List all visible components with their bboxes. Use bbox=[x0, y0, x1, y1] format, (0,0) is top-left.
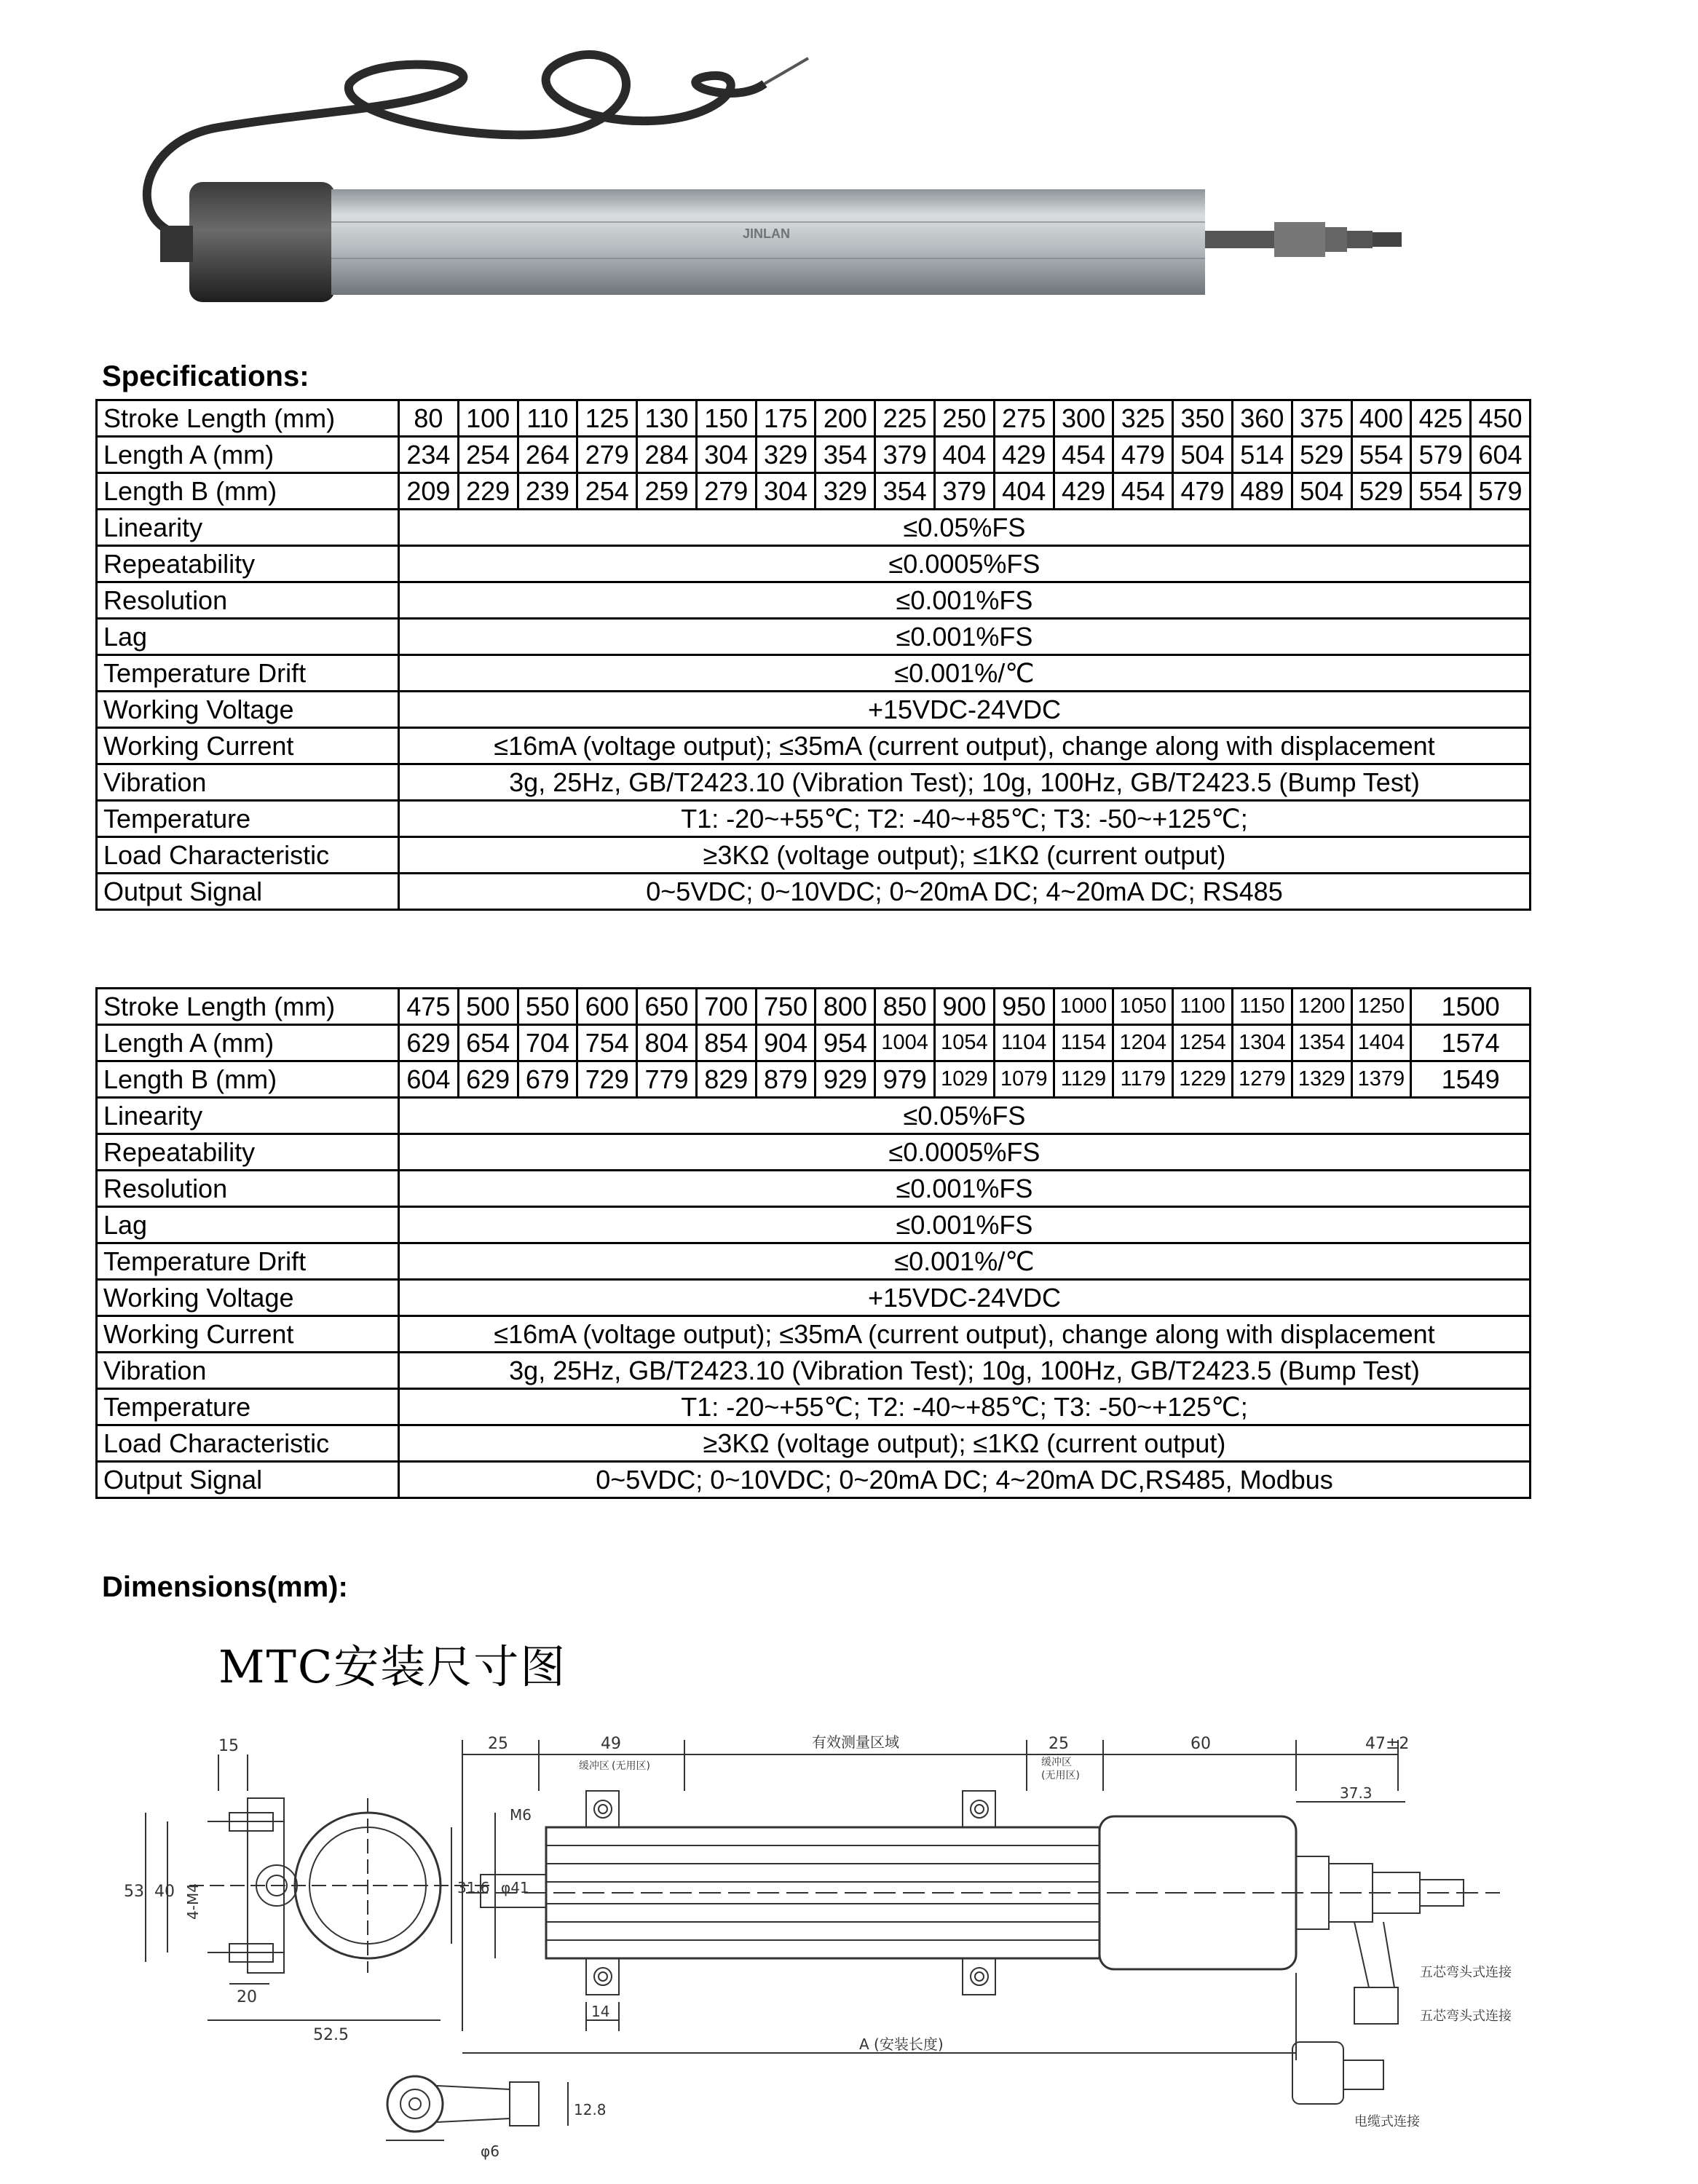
value-cell: 879 bbox=[756, 1061, 816, 1098]
row-label: Working Voltage bbox=[97, 1280, 399, 1316]
row-label: Resolution bbox=[97, 582, 399, 619]
value-cell: 504 bbox=[1173, 437, 1233, 473]
value-cell: 1050 bbox=[1113, 989, 1173, 1025]
value-cell: 514 bbox=[1232, 437, 1292, 473]
size-row bbox=[97, 400, 1531, 437]
value-cell: 1354 bbox=[1292, 1025, 1351, 1061]
value-cell: 1229 bbox=[1173, 1061, 1233, 1098]
value-cell: 604 bbox=[1471, 437, 1531, 473]
row-label: Length A (mm) bbox=[97, 437, 399, 473]
dim-side-4m4: 4-M4 bbox=[184, 1883, 202, 1920]
spec-row bbox=[97, 837, 1531, 874]
spec-row bbox=[97, 1243, 1531, 1280]
value-cell: 150 bbox=[696, 400, 756, 437]
dim-side-53: 53 bbox=[124, 1883, 144, 1901]
row-label: Working Current bbox=[97, 1316, 399, 1353]
spec-value: 0~5VDC; 0~10VDC; 0~20mA DC; 4~20mA DC,RS485, Modbus bbox=[399, 1462, 1531, 1498]
spec-value: ≤0.001%FS bbox=[399, 1207, 1531, 1243]
spec-value: 3g, 25Hz, GB/T2423.10 (Vibration Test); 10g, 100Hz, GB/T2423.5 (Bump Test) bbox=[399, 1353, 1531, 1389]
spec-row bbox=[97, 619, 1531, 655]
spec-row bbox=[97, 1280, 1531, 1316]
spec-row bbox=[97, 1207, 1531, 1243]
value-cell: 479 bbox=[1113, 437, 1173, 473]
value-cell: 250 bbox=[935, 400, 995, 437]
value-cell: 1404 bbox=[1351, 1025, 1411, 1061]
value-cell: 234 bbox=[399, 437, 459, 473]
specifications-title: Specifications: bbox=[102, 360, 309, 392]
dim-main-49: 49 bbox=[601, 1735, 621, 1753]
value-cell: 259 bbox=[637, 473, 697, 510]
row-label: Temperature Drift bbox=[97, 1243, 399, 1280]
sensor-tube bbox=[331, 189, 1205, 295]
no-use-label-2: (无用区) bbox=[1041, 1770, 1080, 1781]
value-cell: 1500 bbox=[1411, 989, 1531, 1025]
value-cell: 375 bbox=[1292, 400, 1351, 437]
value-cell: 1150 bbox=[1232, 989, 1292, 1025]
connector-elbow-label-2: 五芯弯头式连接 bbox=[1420, 2009, 1512, 2024]
value-cell: 1329 bbox=[1292, 1061, 1351, 1098]
dim-main-25a: 25 bbox=[488, 1735, 508, 1753]
value-cell: 1250 bbox=[1351, 989, 1411, 1025]
value-cell: 604 bbox=[399, 1061, 459, 1098]
value-cell: 1379 bbox=[1351, 1061, 1411, 1098]
value-cell: 264 bbox=[518, 437, 577, 473]
value-cell: 679 bbox=[518, 1061, 577, 1098]
value-cell: 1129 bbox=[1054, 1061, 1113, 1098]
row-label: Working Voltage bbox=[97, 692, 399, 728]
value-cell: 1029 bbox=[935, 1061, 995, 1098]
value-cell: 404 bbox=[935, 437, 995, 473]
size-row bbox=[97, 473, 1531, 510]
value-cell: 300 bbox=[1054, 400, 1113, 437]
spec-row bbox=[97, 1098, 1531, 1134]
row-label: Length A (mm) bbox=[97, 1025, 399, 1061]
value-cell: 1549 bbox=[1411, 1061, 1531, 1098]
row-label: Output Signal bbox=[97, 1462, 399, 1498]
value-cell: 100 bbox=[458, 400, 518, 437]
row-label: Load Characteristic bbox=[97, 837, 399, 874]
value-cell: 900 bbox=[935, 989, 995, 1025]
value-cell: 1279 bbox=[1232, 1061, 1292, 1098]
spec-value: ≤0.001%/℃ bbox=[399, 655, 1531, 692]
value-cell: 904 bbox=[756, 1025, 816, 1061]
value-cell: 629 bbox=[399, 1025, 459, 1061]
value-cell: 450 bbox=[1471, 400, 1531, 437]
value-cell: 379 bbox=[935, 473, 995, 510]
value-cell: 854 bbox=[696, 1025, 756, 1061]
dimensions-title: Dimensions(mm): bbox=[102, 1571, 348, 1603]
size-row bbox=[97, 1025, 1531, 1061]
value-cell: 429 bbox=[994, 437, 1054, 473]
value-cell: 750 bbox=[756, 989, 816, 1025]
spec-value: ≤0.0005%FS bbox=[399, 546, 1531, 582]
spec-row bbox=[97, 1316, 1531, 1353]
value-cell: 175 bbox=[756, 400, 816, 437]
sensor-end-cap bbox=[189, 182, 335, 302]
dim-side-41: φ41 bbox=[501, 1879, 529, 1896]
spec-value: ≤16mA (voltage output); ≤35mA (current output), change along with displacement bbox=[399, 1316, 1531, 1353]
size-row bbox=[97, 437, 1531, 473]
value-cell: 529 bbox=[1292, 437, 1351, 473]
effective-zone-label: 有效测量区域 bbox=[812, 1733, 899, 1751]
value-cell: 529 bbox=[1351, 473, 1411, 510]
value-cell: 80 bbox=[399, 400, 459, 437]
value-cell: 110 bbox=[518, 400, 577, 437]
value-cell: 479 bbox=[1173, 473, 1233, 510]
value-cell: 579 bbox=[1471, 473, 1531, 510]
value-cell: 800 bbox=[816, 989, 875, 1025]
value-cell: 929 bbox=[816, 1061, 875, 1098]
spec-row bbox=[97, 1171, 1531, 1207]
row-label: Lag bbox=[97, 1207, 399, 1243]
row-label: Load Characteristic bbox=[97, 1425, 399, 1462]
value-cell: 650 bbox=[637, 989, 697, 1025]
value-cell: 1000 bbox=[1054, 989, 1113, 1025]
spec-table-2 bbox=[95, 987, 1531, 1499]
row-label: Repeatability bbox=[97, 546, 399, 582]
value-cell: 700 bbox=[696, 989, 756, 1025]
value-cell: 225 bbox=[875, 400, 935, 437]
no-use-label-1: (无用区) bbox=[612, 1760, 650, 1772]
connector-cable-label: 电缆式连接 bbox=[1354, 2114, 1420, 2129]
value-cell: 554 bbox=[1351, 437, 1411, 473]
value-cell: 1200 bbox=[1292, 989, 1351, 1025]
value-cell: 1574 bbox=[1411, 1025, 1531, 1061]
spec-row bbox=[97, 1353, 1531, 1389]
spec-value: ≤0.001%FS bbox=[399, 619, 1531, 655]
row-label: Linearity bbox=[97, 510, 399, 546]
row-label: Stroke Length (mm) bbox=[97, 400, 399, 437]
value-cell: 354 bbox=[875, 473, 935, 510]
value-cell: 1054 bbox=[935, 1025, 995, 1061]
value-cell: 1079 bbox=[994, 1061, 1054, 1098]
value-cell: 125 bbox=[577, 400, 637, 437]
spec-row bbox=[97, 582, 1531, 619]
value-cell: 200 bbox=[816, 400, 875, 437]
row-label: Temperature Drift bbox=[97, 655, 399, 692]
value-cell: 284 bbox=[637, 437, 697, 473]
value-cell: 304 bbox=[696, 437, 756, 473]
value-cell: 779 bbox=[637, 1061, 697, 1098]
product-brand: JINLAN bbox=[743, 226, 791, 241]
spec-value: ≤0.001%FS bbox=[399, 582, 1531, 619]
value-cell: 629 bbox=[458, 1061, 518, 1098]
value-cell: 729 bbox=[577, 1061, 637, 1098]
value-cell: 1004 bbox=[875, 1025, 935, 1061]
size-row bbox=[97, 1061, 1531, 1098]
value-cell: 275 bbox=[994, 400, 1054, 437]
spec-row bbox=[97, 692, 1531, 728]
dim-side-52-5: 52.5 bbox=[313, 2026, 349, 2044]
dim-side-20: 20 bbox=[237, 1988, 257, 2006]
value-cell: 379 bbox=[875, 437, 935, 473]
value-cell: 754 bbox=[577, 1025, 637, 1061]
row-label: Length B (mm) bbox=[97, 1061, 399, 1098]
row-label: Stroke Length (mm) bbox=[97, 989, 399, 1025]
drawing-title: MTC安装尺寸图 bbox=[218, 1640, 567, 1693]
dim-main-60: 60 bbox=[1190, 1735, 1211, 1753]
value-cell: 579 bbox=[1411, 437, 1471, 473]
dim-side-15: 15 bbox=[218, 1737, 239, 1755]
spec-row bbox=[97, 1462, 1531, 1498]
spec-row bbox=[97, 510, 1531, 546]
value-cell: 489 bbox=[1232, 473, 1292, 510]
dimension-drawing bbox=[102, 1711, 1558, 2162]
row-label: Lag bbox=[97, 619, 399, 655]
spec-value: +15VDC-24VDC bbox=[399, 692, 1531, 728]
side-view bbox=[124, 1737, 529, 2044]
value-cell: 329 bbox=[756, 437, 816, 473]
spec-value: +15VDC-24VDC bbox=[399, 1280, 1531, 1316]
value-cell: 454 bbox=[1113, 473, 1173, 510]
value-cell: 360 bbox=[1232, 400, 1292, 437]
spec-row bbox=[97, 801, 1531, 837]
value-cell: 704 bbox=[518, 1025, 577, 1061]
dim-rod-12-8: 12.8 bbox=[574, 2101, 607, 2118]
spec-row bbox=[97, 1425, 1531, 1462]
main-view bbox=[462, 1733, 1512, 2129]
value-cell: 600 bbox=[577, 989, 637, 1025]
dim-side-40: 40 bbox=[154, 1883, 175, 1901]
row-label: Temperature bbox=[97, 801, 399, 837]
value-cell: 950 bbox=[994, 989, 1054, 1025]
value-cell: 209 bbox=[399, 473, 459, 510]
value-cell: 354 bbox=[816, 437, 875, 473]
value-cell: 404 bbox=[994, 473, 1054, 510]
spec-row bbox=[97, 546, 1531, 582]
value-cell: 550 bbox=[518, 989, 577, 1025]
spec-value: T1: -20~+55℃; T2: -40~+85℃; T3: -50~+125℃; bbox=[399, 1389, 1531, 1425]
dim-main-m6: M6 bbox=[510, 1806, 532, 1824]
value-cell: 504 bbox=[1292, 473, 1351, 510]
value-cell: 1104 bbox=[994, 1025, 1054, 1061]
value-cell: 400 bbox=[1351, 400, 1411, 437]
spec-value: ≥3KΩ (voltage output); ≤1KΩ (current output) bbox=[399, 1425, 1531, 1462]
row-label: Resolution bbox=[97, 1171, 399, 1207]
dim-main-47: 47±2 bbox=[1365, 1735, 1410, 1753]
row-label: Output Signal bbox=[97, 874, 399, 910]
product-photo bbox=[109, 40, 1434, 331]
spec-value: 3g, 25Hz, GB/T2423.10 (Vibration Test); 10g, 100Hz, GB/T2423.5 (Bump Test) bbox=[399, 764, 1531, 801]
spec-value: ≤0.05%FS bbox=[399, 510, 1531, 546]
value-cell: 350 bbox=[1173, 400, 1233, 437]
spec-value: ≤16mA (voltage output); ≤35mA (current output), change along with displacement bbox=[399, 728, 1531, 764]
spec-value: ≤0.001%/℃ bbox=[399, 1243, 1531, 1280]
value-cell: 454 bbox=[1054, 437, 1113, 473]
row-label: Vibration bbox=[97, 764, 399, 801]
spec-value: ≥3KΩ (voltage output); ≤1KΩ (current output) bbox=[399, 837, 1531, 874]
value-cell: 1154 bbox=[1054, 1025, 1113, 1061]
value-cell: 325 bbox=[1113, 400, 1173, 437]
row-label: Length B (mm) bbox=[97, 473, 399, 510]
spec-value: ≤0.001%FS bbox=[399, 1171, 1531, 1207]
value-cell: 829 bbox=[696, 1061, 756, 1098]
row-label: Repeatability bbox=[97, 1134, 399, 1171]
value-cell: 425 bbox=[1411, 400, 1471, 437]
spec-value: ≤0.05%FS bbox=[399, 1098, 1531, 1134]
buffer-zone-label-2: 缓冲区 bbox=[1041, 1757, 1072, 1768]
value-cell: 500 bbox=[458, 989, 518, 1025]
value-cell: 954 bbox=[816, 1025, 875, 1061]
value-cell: 1204 bbox=[1113, 1025, 1173, 1061]
value-cell: 279 bbox=[696, 473, 756, 510]
value-cell: 254 bbox=[458, 437, 518, 473]
value-cell: 654 bbox=[458, 1025, 518, 1061]
value-cell: 554 bbox=[1411, 473, 1471, 510]
spec-value: 0~5VDC; 0~10VDC; 0~20mA DC; 4~20mA DC; RS485 bbox=[399, 874, 1531, 910]
row-label: Working Current bbox=[97, 728, 399, 764]
spec-value: ≤0.0005%FS bbox=[399, 1134, 1531, 1171]
value-cell: 979 bbox=[875, 1061, 935, 1098]
buffer-zone-label-1: 缓冲区 bbox=[579, 1760, 609, 1772]
spec-row bbox=[97, 1389, 1531, 1425]
spec-row bbox=[97, 874, 1531, 910]
value-cell: 1179 bbox=[1113, 1061, 1173, 1098]
connector-elbow-label-1: 五芯弯头式连接 bbox=[1420, 1965, 1512, 1980]
value-cell: 429 bbox=[1054, 473, 1113, 510]
row-label: Vibration bbox=[97, 1353, 399, 1389]
install-length-label: A (安装长度) bbox=[859, 2035, 944, 2053]
value-cell: 804 bbox=[637, 1025, 697, 1061]
value-cell: 329 bbox=[816, 473, 875, 510]
size-row bbox=[97, 989, 1531, 1025]
dim-main-14: 14 bbox=[591, 2003, 610, 2020]
value-cell: 239 bbox=[518, 473, 577, 510]
value-cell: 1254 bbox=[1173, 1025, 1233, 1061]
value-cell: 850 bbox=[875, 989, 935, 1025]
value-cell: 475 bbox=[399, 989, 459, 1025]
row-label: Linearity bbox=[97, 1098, 399, 1134]
dim-main-25b: 25 bbox=[1049, 1735, 1069, 1753]
value-cell: 304 bbox=[756, 473, 816, 510]
value-cell: 1304 bbox=[1232, 1025, 1292, 1061]
rod-end-view bbox=[386, 2076, 607, 2160]
value-cell: 254 bbox=[577, 473, 637, 510]
spec-row bbox=[97, 1134, 1531, 1171]
dim-side-31-6: 31.6 bbox=[457, 1879, 490, 1896]
spec-table-1 bbox=[95, 399, 1531, 911]
spec-row bbox=[97, 655, 1531, 692]
spec-row bbox=[97, 764, 1531, 801]
spec-row bbox=[97, 728, 1531, 764]
value-cell: 279 bbox=[577, 437, 637, 473]
dim-rod-6: φ6 bbox=[481, 2143, 499, 2160]
value-cell: 229 bbox=[458, 473, 518, 510]
value-cell: 1100 bbox=[1173, 989, 1233, 1025]
value-cell: 130 bbox=[637, 400, 697, 437]
spec-value: T1: -20~+55℃; T2: -40~+85℃; T3: -50~+125℃; bbox=[399, 801, 1531, 837]
dim-main-37-3: 37.3 bbox=[1340, 1784, 1373, 1802]
row-label: Temperature bbox=[97, 1389, 399, 1425]
